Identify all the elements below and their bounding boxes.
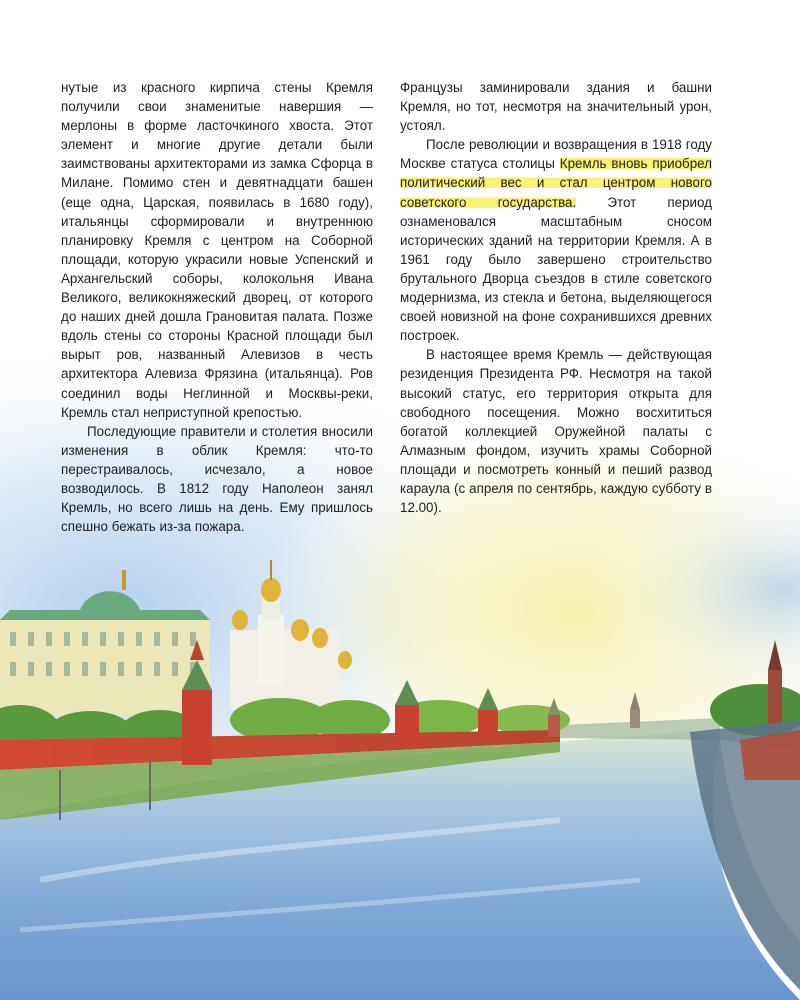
left-paragraph-1: нутые из красного кирпича стены Кремля получили свои знаменитые навершия — мерлоны в форме ласточкиного хвоста. Этот элемент и многие другие детали были заимствованы архитекторами из замка Сфорца в Милане. Помимо стен и девятнадцати башен (еще одна, Царская, появилась в 1680 году), итальянцы сформировали и внутреннюю планировку Кремля с центром на Соборной площади, которую украсили новые Успенский и Архангельский соборы, колокольня Ивана Великого, великокняжеский дворец, от которого до наших дней дошла Грановитая палата. Позже вдоль стены со стороны Красной площади был вырыт ров, названный Алевизов в честь архитектора Алевиза Фрязина (итальянца). Ров соединил воды Неглинной и Москвы-реки, Кремль стал неприступной крепостью.	[61, 80, 373, 420]
cathedrals-and-bell-tower	[230, 560, 352, 710]
grand-kremlin-palace	[0, 570, 210, 715]
highlighted-sentence: Кремль вновь приобрел политический вес и стал центром нового советского государства.	[400, 156, 712, 210]
right-paragraph-2-start: После революции и возвращения в 1918 году Москве статуса столицы	[400, 137, 712, 172]
text-column-left	[61, 78, 373, 536]
text-column-right	[400, 78, 712, 517]
right-paragraph-2	[400, 135, 712, 345]
right-paragraph-3: В настоящее время Кремль — действующая резиденция Президента РФ. Несмотря на такой высокий статус, его территория открыта для свободного посещения. Можно восхититься богатой коллекцией Оружейной палаты с Алмазным фондом, изучить храмы Соборной площади и посмотреть конный и пеший развод караула (с апреля по сентябрь, каждую субботу в 12.00).	[400, 347, 712, 516]
right-paragraph-1: Французы заминировали здания и башни Кремля, но тот, несмотря на значительный урон, устоял.	[400, 80, 712, 134]
kremlin-watercolor-illustration	[0, 520, 800, 1000]
right-paragraph-2-end: Этот период ознаменовался масштабным сносом исторических зданий на территории Кремля. А в 1961 году было завершено строительство брутального Дворца съездов в стиле советского модернизма, из стекла и бетона, выделяющегося своей новизной на фоне сохранившихся древних построек.	[400, 194, 712, 344]
left-paragraph-2: Последующие правители и столетия вносили изменения в облик Кремля: что-то перестраивалось, исчезало, а новое возводилось. В 1812 году Наполеон занял Кремль, но всего лишь на день. Ему пришлось спешно бежать из-за пожара.	[61, 423, 373, 535]
